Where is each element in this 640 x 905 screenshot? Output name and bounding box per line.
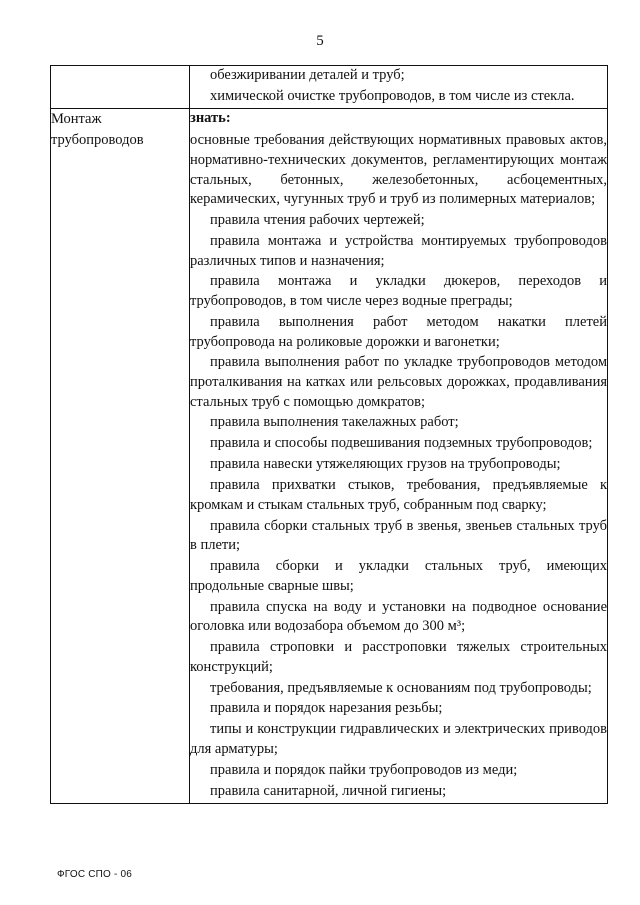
table-cell-content (190, 66, 608, 109)
list-item: правила монтажа и укладки дюкеров, переходов и трубопроводов, в том числе через водные преграды; (190, 273, 607, 310)
list-item: правила и способы подвешивания подземных трубопроводов; (210, 435, 593, 452)
list-item: правила выполнения работ по укладке трубопроводов методом проталкивания на катках или рельсовых дорожках, продавливания стальных труб с помощью домкратов; (190, 354, 607, 410)
table-cell-section-empty (51, 66, 190, 109)
list-item: основные требования действующих нормативных правовых актов, нормативно-технических документов, регламентирующих монтаж стальных, бетонных, железобетонных, асбоцементных, керамических, чугунных труб и труб из полимерных материалов; (190, 132, 607, 208)
list-item: правила и порядок нарезания резьбы; (210, 700, 443, 717)
list-item: правила санитарной, личной гигиены; (210, 782, 447, 799)
list-item: правила спуска на воду и установки на подводное основание оголовка или водозабора объемом до 300 м³; (190, 598, 607, 635)
page-number: 5 (316, 33, 324, 49)
list-item: правила выполнения такелажных работ; (210, 414, 459, 431)
competency-table (50, 65, 608, 804)
knowledge-heading: знать: (190, 109, 231, 126)
footer-document-code: ФГОС СПО - 06 (57, 869, 133, 880)
list-item: правила выполнения работ методом накатки плетей трубопровода на роликовые дорожки и вагонетки; (190, 313, 607, 350)
table-cell-content (190, 108, 608, 803)
list-item: правила и порядок пайки трубопроводов из меди; (210, 761, 518, 778)
list-item: химической очистке трубопроводов, в том числе из стекла. (210, 87, 575, 104)
list-item: типы и конструкции гидравлических и электрических приводов для арматуры; (190, 721, 607, 757)
list-item: обезжиривании деталей и труб; (210, 67, 405, 83)
list-item: правила сборки и укладки стальных труб, имеющих продольные сварные швы; (190, 558, 607, 594)
table-row-pipeline-installation (51, 108, 608, 803)
list-item: требования, предъявляемые к основаниям под трубопроводы; (210, 679, 592, 696)
list-item: правила строповки и расстроповки тяжелых строительных конструкций; (190, 639, 607, 675)
list-item: правила чтения рабочих чертежей; (210, 212, 425, 229)
list-item: правила прихватки стыков, требования, предъявляемые к кромкам и стыкам стальных труб, собранным под сварку; (190, 477, 607, 513)
table-cell-section-title: Монтаж трубопроводов (51, 108, 190, 803)
list-item: правила навески утяжеляющих грузов на трубопроводы; (210, 456, 561, 473)
table-row-continuation (51, 66, 608, 109)
list-item: правила монтажа и устройства монтируемых трубопроводов различных типов и назначения; (190, 232, 607, 269)
list-item: правила сборки стальных труб в звенья, звеньев стальных труб в плети; (190, 517, 607, 554)
